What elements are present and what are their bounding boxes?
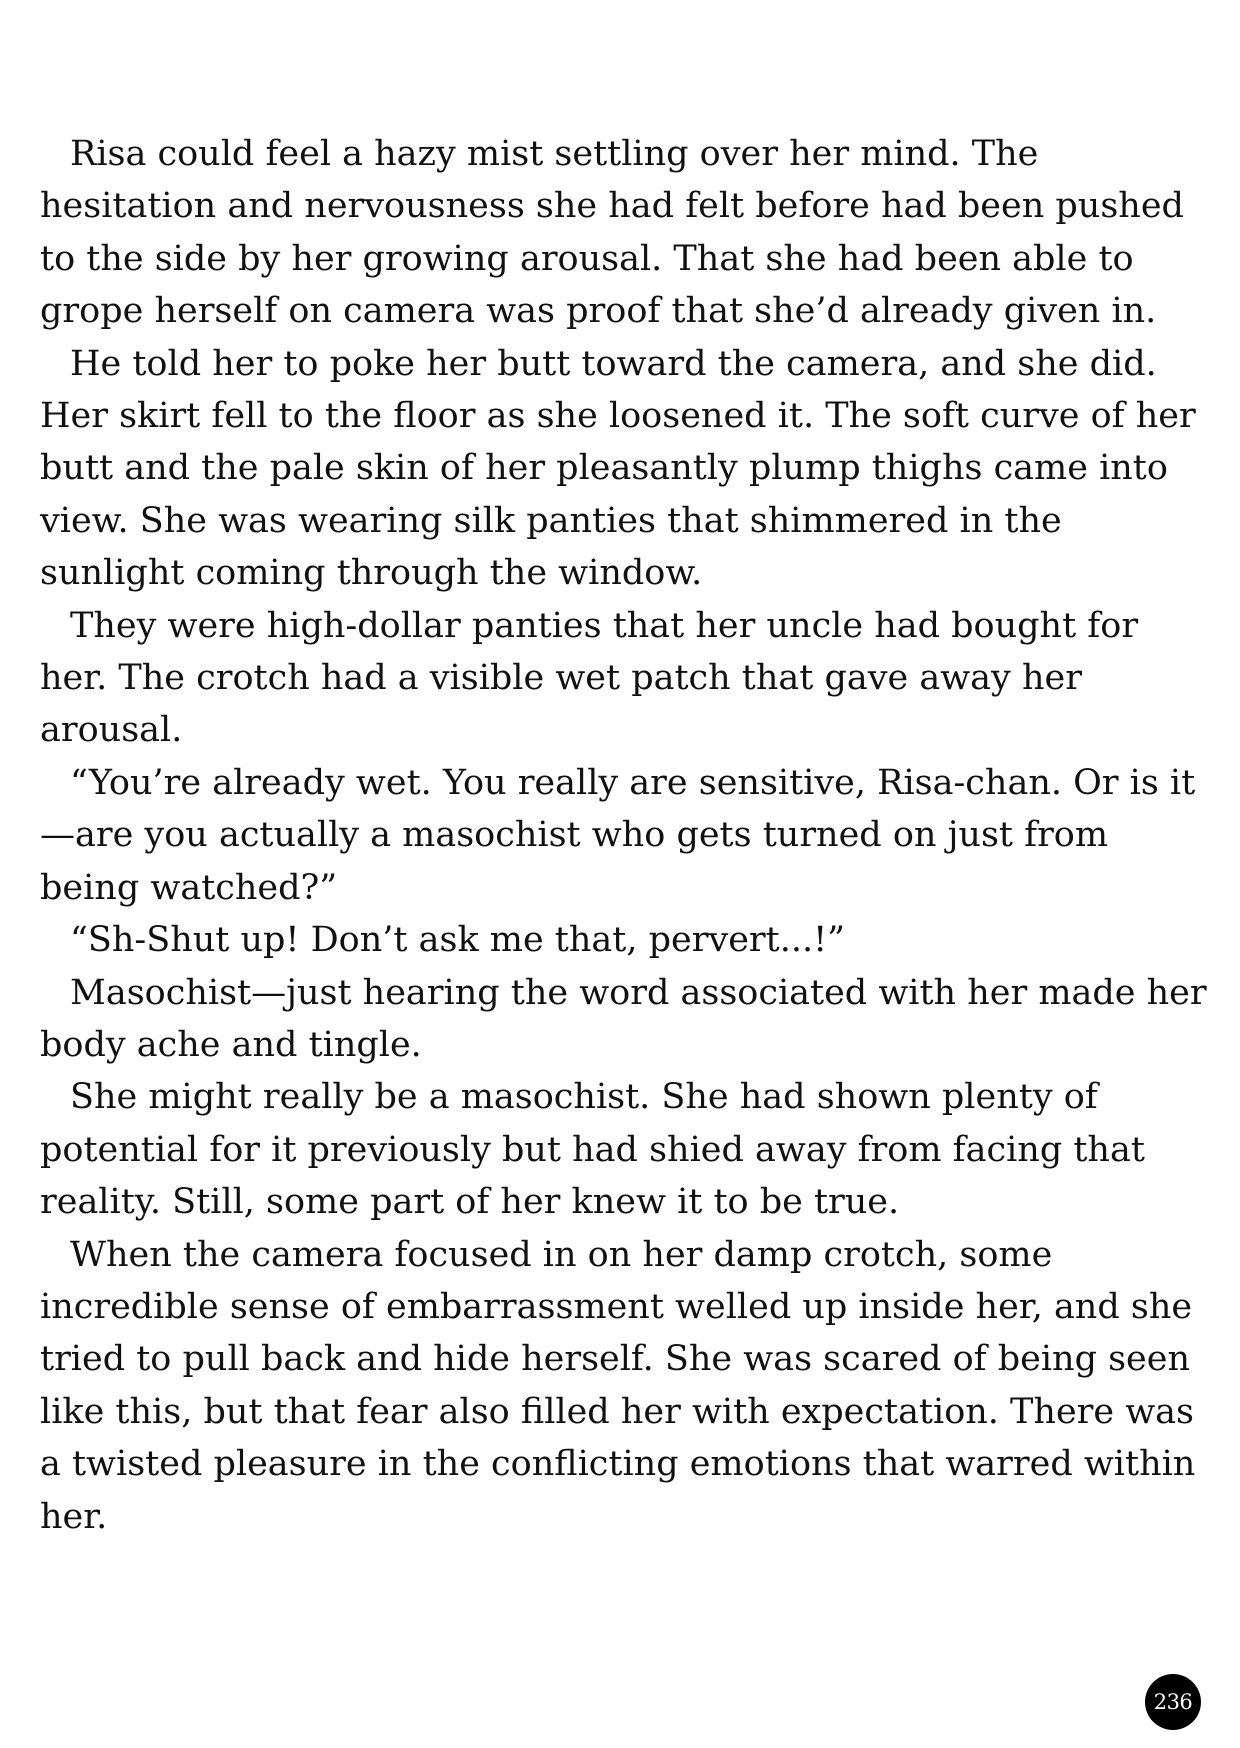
paragraph: Risa could feel a hazy mist settling over her mind. The hesitation and nervousness she had felt before had been pushed to the side by her growing arousal. That she had been able to grope herself on camera was proof that she’d already given in. <box>40 134 1184 332</box>
paragraph: “You’re already wet. You really are sensitive, Risa-chan. Or is it—are you actually a masochist who gets turned on just from being watched?” <box>40 762 1196 908</box>
paragraph: Masochist—just hearing the word associated with her made her body ache and tingle. <box>40 972 1207 1065</box>
page-number-badge <box>1145 1674 1201 1730</box>
page-text <box>40 128 1210 1543</box>
paragraph: They were high-dollar panties that her uncle had bought for her. The crotch had a visible wet patch that gave away her arousal. <box>40 605 1139 751</box>
paragraph: “Sh-Shut up! Don’t ask me that, pervert...!” <box>70 920 846 961</box>
page-number: 236 <box>1153 1690 1193 1714</box>
paragraph: He told her to poke her butt toward the camera, and she did. Her skirt fell to the floor as she loosened it. The soft curve of her butt and the pale skin of her pleasantly plump thighs came into view. She was wearing silk panties that shimmered in the sunlight coming through the window. <box>40 343 1196 594</box>
paragraph: She might really be a masochist. She had shown plenty of potential for it previously but had shied away from facing that reality. Still, some part of her knew it to be true. <box>40 1077 1145 1223</box>
paragraph: When the camera focused in on her damp crotch, some incredible sense of embarrassment welled up inside her, and she tried to pull back and hide herself. She was scared of being seen like this, but that fear also filled her with expectation. There was a twisted pleasure in the conflicting emotions that warred within her. <box>40 1234 1196 1537</box>
